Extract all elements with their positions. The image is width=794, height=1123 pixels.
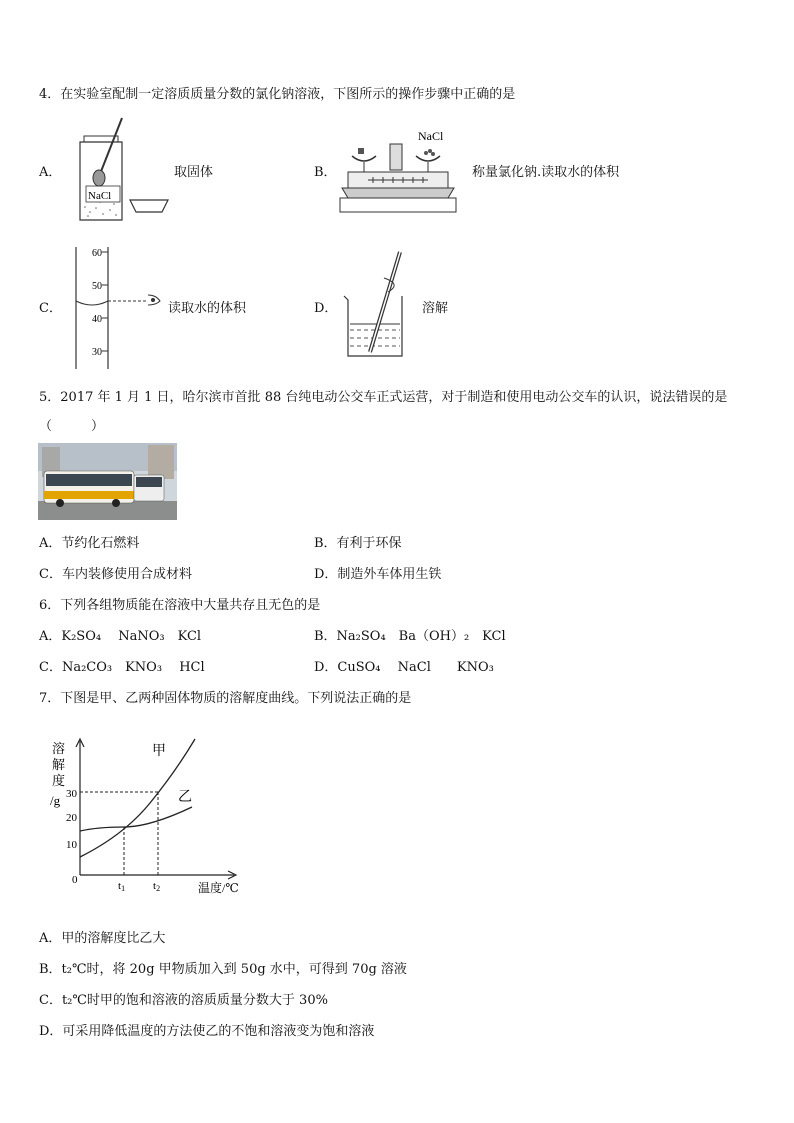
q4-option-b-text: 称量氯化钠.读取水的体积 [472,165,620,180]
q7-option-d: D．可采用降低温度的方法使乙的不饱和溶液变为饱和溶液 [39,1024,375,1039]
q6-option-d: D．CuSO₄ NaCl KNO₃ [314,660,494,675]
q4-beaker-figure [340,248,410,360]
q4-balance-figure [338,126,458,218]
q4-option-b-letter: B． [314,165,337,180]
chart-ylabel-4: /g [50,793,61,808]
q4-option-d-letter: D． [314,301,338,316]
chart-ytick-30: 30 [66,788,77,800]
q4-stem: 4．在实验室配制一定溶质质量分数的氯化钠溶液，下图所示的操作步骤中正确的是 [39,87,516,102]
q4-cyl-tick-40: 40 [92,314,102,325]
chart-origin: 0 [72,874,78,886]
q5-paren: （ ） [39,419,105,434]
q4-cyl-tick-60: 60 [92,248,102,259]
q5-stem: 5．2017 年 1 月 1 日，哈尔滨市首批 88 台纯电动公交车正式运营，对于制造和使用电动公交车的认识，说法错误的是 [39,390,728,405]
q5-option-a: A．节约化石燃料 [39,536,140,551]
q7-option-c: C．t₂℃时甲的饱和溶液的溶质质量分数大于 30% [39,993,328,1008]
chart-xtick-t1: t1 [118,880,126,893]
q6-option-c: C．Na₂CO₃ KNO₃ HCl [39,660,205,675]
q6-stem: 6．下列各组物质能在溶液中大量共存且无色的是 [39,598,321,613]
q4-balance-label: NaCl [418,129,444,143]
q5-option-d: D．制造外车体用生铁 [314,567,442,582]
q6-option-a: A．K₂SO₄ NaNO₃ KCl [39,629,202,644]
chart-ylabel-2: 解 [52,757,66,772]
solubility-chart [40,735,250,900]
q7-stem: 7．下图是甲、乙两种固体物质的溶解度曲线。下列说法正确的是 [39,691,412,706]
q4-cyl-tick-30: 30 [92,347,102,358]
chart-ylabel-3: 度 [52,773,66,788]
q7-option-a: A．甲的溶解度比乙大 [39,931,166,946]
q5-option-c: C．车内装修使用合成材料 [39,567,192,582]
q4-option-c-text: 读取水的体积 [168,301,247,316]
q6-option-b: B．Na₂SO₄ Ba（OH）₂ KCl [314,629,506,644]
q4-cylinder-figure [66,243,166,371]
q4-option-c-letter: C． [39,301,62,316]
series-yi-label: 乙 [178,790,192,805]
chart-ytick-10: 10 [66,839,77,851]
q4-option-d-text: 溶解 [422,301,449,316]
q4-jar-label: NaCl [88,190,112,202]
q4-option-a-letter: A． [39,165,62,180]
q4-jar-figure [70,112,180,224]
q7-option-b: B．t₂℃时，将 20g 甲物质加入到 50g 水中，可得到 70g 溶液 [39,962,407,977]
q4-option-a-text: 取固体 [174,165,214,180]
chart-ylabel-1: 溶 [52,741,66,756]
chart-xtick-t2: t2 [153,880,161,893]
bus-photo [38,443,177,520]
series-jia-label: 甲 [152,744,166,759]
chart-ytick-20: 20 [66,812,77,824]
q4-cyl-tick-50: 50 [92,281,102,292]
chart-xlabel: 温度/℃ [198,881,239,895]
q5-option-b: B．有利于环保 [314,536,402,551]
